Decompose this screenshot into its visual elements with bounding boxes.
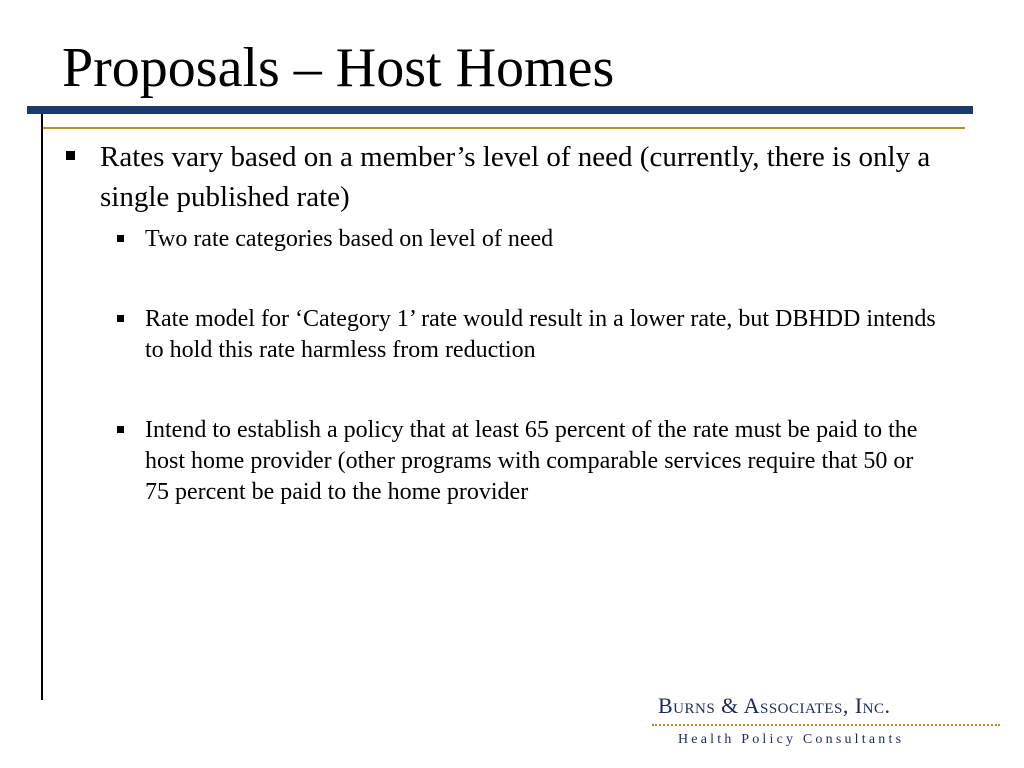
square-bullet-icon <box>117 315 124 322</box>
bullet-text: Rates vary based on a member’s level of need (currently, there is only a single published rate) <box>100 141 931 213</box>
bullet-rates-vary <box>62 137 962 217</box>
square-bullet-icon <box>117 235 124 242</box>
company-tagline: Health Policy Consultants <box>678 732 905 747</box>
sub-bullet-category-1 <box>113 304 943 366</box>
company-logo <box>652 691 1000 755</box>
square-bullet-icon <box>66 151 75 160</box>
left-vertical-rule <box>41 114 43 700</box>
company-name: Burns & Associates, Inc. <box>658 693 891 718</box>
sub-bullet-65-percent-policy <box>113 415 943 508</box>
sub-bullet-text: Rate model for ‘Category 1’ rate would result in a lower rate, but DBHDD intends to hold this rate harmless from reduction <box>145 306 936 363</box>
sub-bullet-text: Intend to establish a policy that at least 65 percent of the rate must be paid to the host home provider (other programs with comparable services require that 50 or 75 percent be paid to the home provider <box>145 417 918 505</box>
title-underline-navy <box>27 106 973 114</box>
slide-title: Proposals – Host Homes <box>62 37 615 99</box>
sub-bullet-text: Two rate categories based on level of need <box>145 226 554 252</box>
title-underline-gold <box>42 127 965 129</box>
square-bullet-icon <box>117 426 124 433</box>
sub-bullet-rate-categories <box>113 224 943 255</box>
logo-dotted-divider <box>652 724 1000 726</box>
